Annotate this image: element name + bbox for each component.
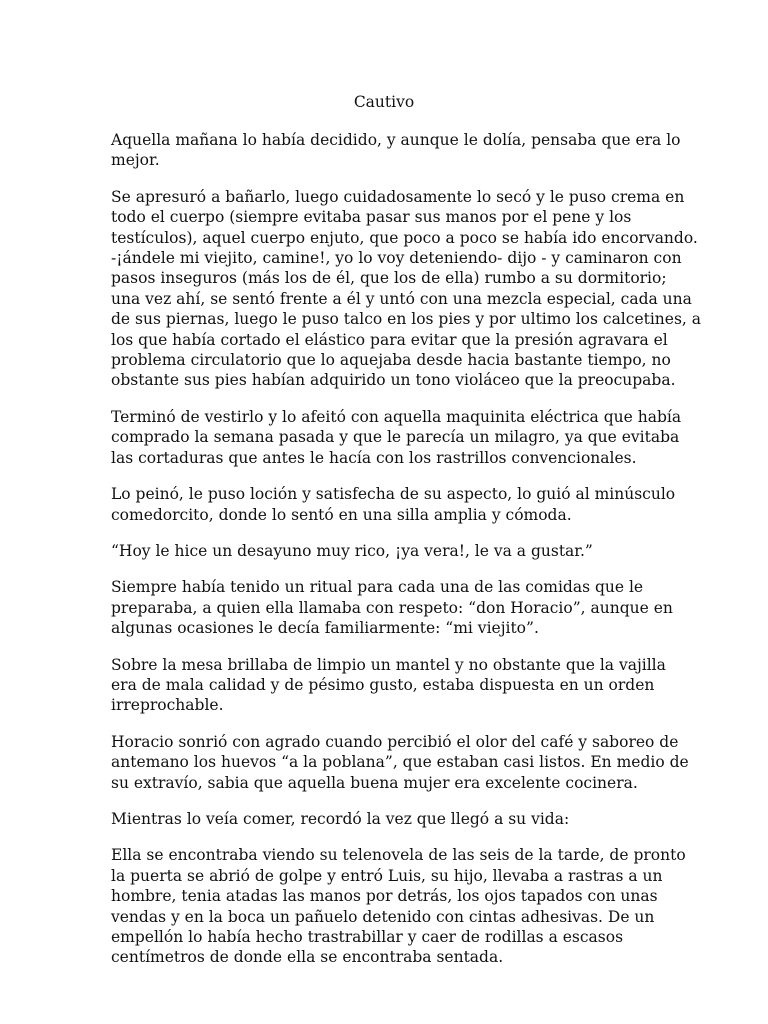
text-line: Aquella mañana lo había decidido, y aunque le dolía, pensaba que era lo	[111, 131, 681, 149]
text-line: pasos inseguros (más los de él, que los de ella) rumbo a su dormitorio;	[111, 269, 667, 288]
text-line: Lo peinó, le puso loción y satisfecha de su aspecto, lo guió al minúsculo	[111, 485, 676, 504]
text-line: Mientras lo veía comer, recordó la vez que llegó a su vida:	[111, 809, 570, 828]
text-line: irreprochable.	[111, 696, 224, 715]
text-line: las cortaduras que antes le hacía con los rastrillos convencionales.	[111, 448, 637, 467]
paragraph	[111, 187, 702, 391]
text-line: todo el cuerpo (siempre evitaba pasar sus manos por el pene y los	[111, 208, 632, 227]
text-line: testículos), aquel cuerpo enjuto, que poco a poco se había ido encorvando.	[111, 228, 698, 247]
text-line: comedorcito, donde lo sentó en una silla amplia y cómoda.	[111, 505, 572, 524]
text-line: antemano los huevos “a la poblana”, que estaban casi listos. En medio de	[111, 753, 689, 772]
text-line: “Hoy le hice un desayuno muy rico, ¡ya vera!, le va a gustar.”	[111, 541, 593, 560]
paragraph	[111, 577, 671, 638]
text-line: algunas ocasiones le decía familiarmente: “mi viejito”.	[111, 619, 539, 638]
text-line: comprado la semana pasada y que le parecía un milagro, ya que evitaba	[111, 428, 680, 447]
document-body	[111, 130, 702, 984]
text-line: los que había cortado el elástico para evitar que la presión agravara el	[111, 330, 668, 349]
text-line: obstante sus pies habían adquirido un tono violáceo que la preocupaba.	[111, 371, 676, 390]
text-line: empellón lo había hecho trastrabillar y caer de rodillas a escasos	[111, 928, 624, 946]
paragraph	[111, 130, 681, 171]
text-line: una vez ahí, se sentó frente a él y untó con una mezcla especial, cada una	[111, 289, 692, 308]
text-line: era de mala calidad y de pésimo gusto, estaba dispuesta en un orden	[111, 675, 655, 694]
paragraph	[111, 484, 676, 525]
text-line: su extravío, sabia que aquella buena mujer era excelente cocinera.	[111, 773, 638, 792]
text-line: de sus piernas, luego le puso talco en los pies y por ultimo los calcetines, a	[111, 310, 702, 329]
paragraph	[111, 541, 671, 561]
paragraph	[111, 845, 686, 967]
text-line: Terminó de vestirlo y lo afeitó con aquella maquinita eléctrica que había	[111, 407, 682, 426]
paragraph	[111, 407, 682, 468]
text-line: problema circulatorio que lo aquejaba desde hacia bastante tiempo, no	[111, 351, 671, 370]
text-line: Sobre la mesa brillaba de limpio un mantel y no obstante que la vajilla	[111, 655, 666, 674]
text-line: -¡ándele mi viejito, camine!, yo lo voy deteniendo- dijo - y caminaron con	[111, 249, 682, 268]
text-line: preparaba, a quien ella llamaba con respeto: “don Horacio”, aunque en	[111, 598, 673, 617]
paragraph	[111, 732, 689, 793]
text-line: centímetros de donde ella se encontraba sentada.	[111, 948, 504, 967]
text-line: Ella se encontraba viendo su telenovela de las seis de la tarde, de pronto	[111, 846, 686, 865]
paragraph	[111, 655, 671, 716]
text-line: vendas y en la boca un pañuelo detenido con cintas adhesivas. De un	[111, 907, 655, 926]
paragraph	[111, 809, 671, 829]
text-line: la puerta se abrió de golpe y entró Luis, su hijo, llevaba a rastras a un	[111, 866, 663, 885]
text-line: Horacio sonrió con agrado cuando percibió el olor del café y saboreo de	[111, 732, 679, 751]
text-line: mejor.	[111, 151, 160, 170]
text-line: hombre, tenia atadas las manos por detrás, los ojos tapados con unas	[111, 887, 658, 906]
document-title: Cautivo	[353, 93, 415, 111]
text-line: Se apresuró a bañarlo, luego cuidadosamente lo secó y le puso crema en	[111, 187, 685, 206]
text-line: Siempre había tenido un ritual para cada una de las comidas que le	[111, 578, 644, 597]
